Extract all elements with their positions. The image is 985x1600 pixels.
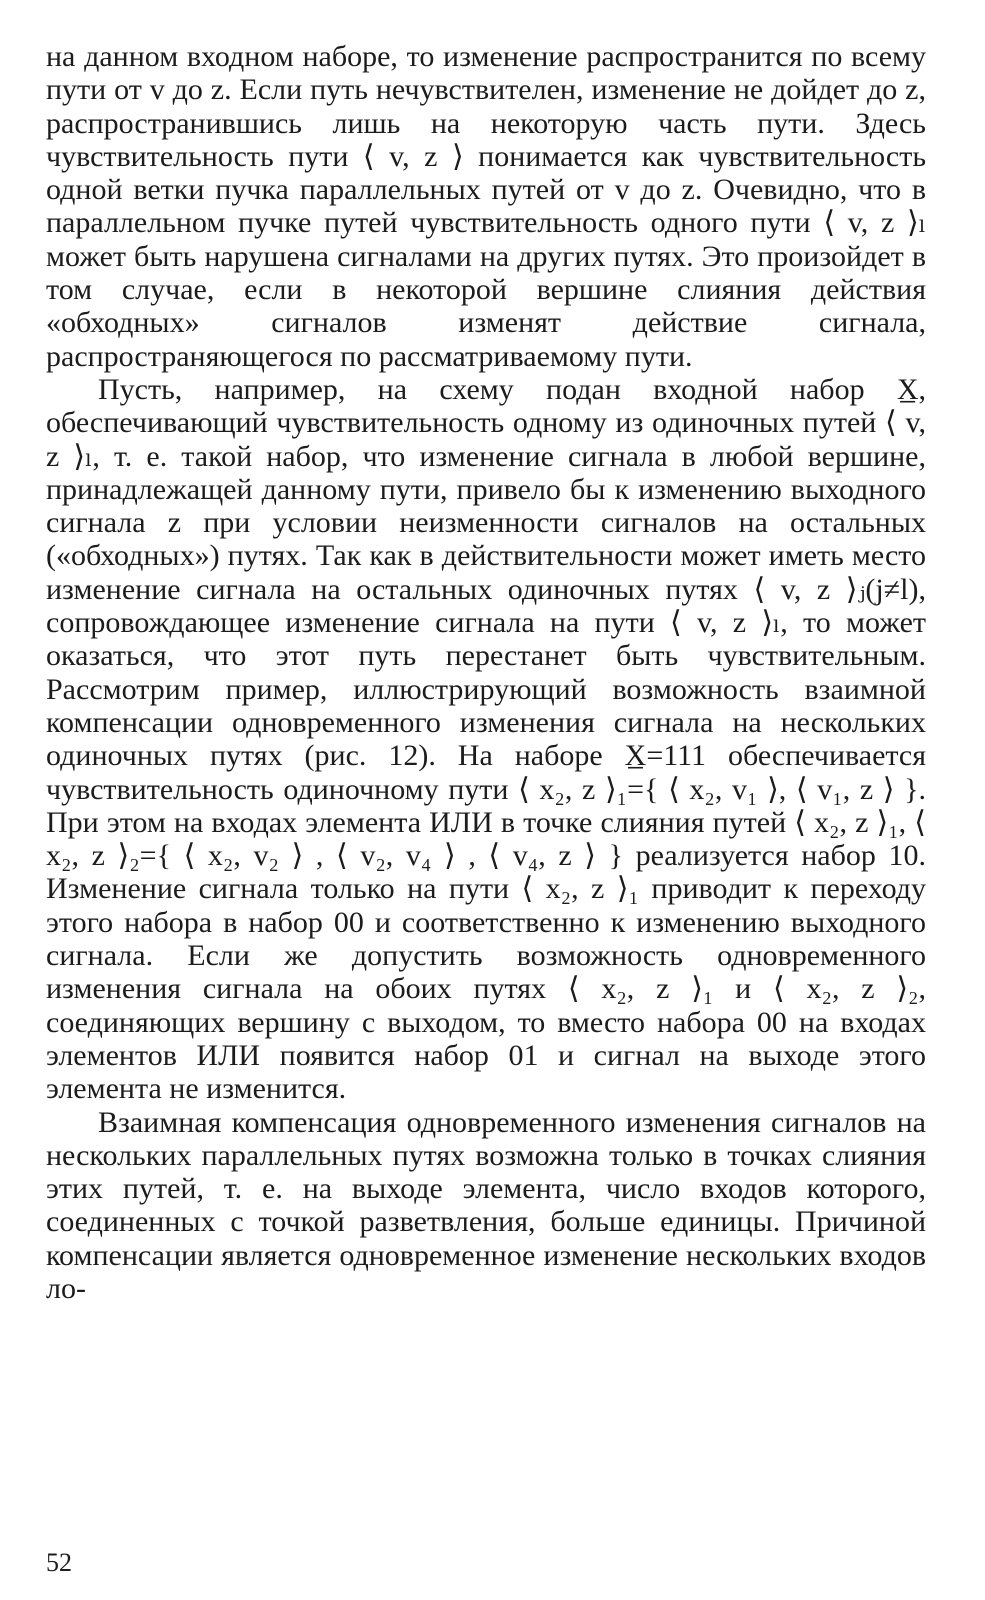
- paragraph-example: Пусть, например, на схему подан входной набор X̲, обеспечивающий чувствительность одному из одиночных путей ⟨ v, z ⟩ₗ, т. е. такой набор, что изменение сигнала в любой вершине, принадлежащей данному пути, привело бы к изменению выходного сигнала z при условии неизменности сигналов на остальных («обходных») путях. Так как в действительности может иметь место изменение сигнала на остальных одиночных путях ⟨ v, z ⟩ⱼ(j≠l), сопровождающее изменение сигнала на пути ⟨ v, z ⟩ₗ, то может оказаться, что этот путь перестанет быть чувствительным. Рассмотрим пример, иллюстрирующий возможность взаимной компенсации одновременного изменения сигнала на нескольких одиночных путях (рис. 12). На наборе X̲=111 обеспечивается чувствительность одиночному пути ⟨ x₂, z ⟩₁={ ⟨ x₂, v₁ ⟩, ⟨ v₁, z ⟩ }. При этом на входах элемента ИЛИ в точке слияния путей ⟨ x₂, z ⟩₁, ⟨ x₂, z ⟩₂={ ⟨ x₂, v₂ ⟩ , ⟨ v₂, v₄ ⟩ , ⟨ v₄, z ⟩ } реализуется набор 10. Изменение сигнала только на пути ⟨ x₂, z ⟩₁ приводит к переходу этого набора в набор 00 и соответственно к изменению выходного сигнала. Если же допустить возможность одновременного изменения сигнала на обоих путях ⟨ x₂, z ⟩₁ и ⟨ x₂, z ⟩₂, соединяющих вершину с выходом, то вместо набора 00 на входах элементов ИЛИ появится набор 01 и сигнал на выходе этого элемента не изменится.: [46, 372, 926, 1106]
- page-number: 52: [46, 1548, 72, 1577]
- page-body: [46, 40, 926, 1305]
- paragraph-continuation: на данном входном наборе, то изменение распространится по всему пути от v до z. Если путь нечувствителен, изменение не дойдет до z, распространившись лишь на некоторую часть пути. Здесь чувствительность пути ⟨ v, z ⟩ понимается как чувствительность одной ветки пучка параллельных путей от v до z. Очевидно, что в параллельном пучке путей чувствительность одного пути ⟨ v, z ⟩ₗ может быть нарушена сигналами на других путях. Это произойдет в том случае, если в некоторой вершине слияния действия «обходных» сигналов изменят действие сигнала, распространяющегося по рассматриваемому пути.: [46, 40, 926, 373]
- paragraph-compensation: Взаимная компенсация одновременного изменения сигналов на нескольких параллельных путях возможна только в точках слияния этих путей, т. е. на выходе элемента, число входов которого, соединенных с точкой разветвления, больше единицы. Причиной компенсации является одновременное изменение нескольких входов ло-: [46, 1105, 926, 1305]
